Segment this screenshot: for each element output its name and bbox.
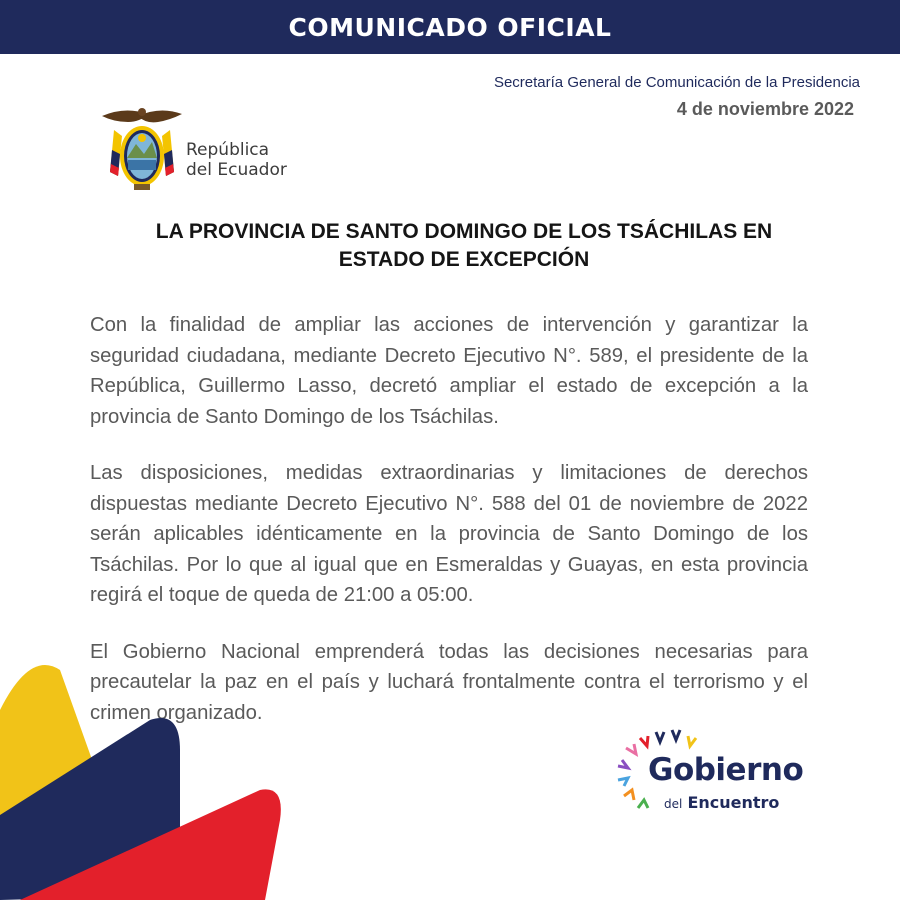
headline-line-2: ESTADO DE EXCEPCIÓN <box>338 248 590 271</box>
paragraph-2: Las disposiciones, medidas extraordinarias y limitaciones de derechos dispuestas mediante Decreto Ejecutivo N°. 588 del 01 de noviembre de 2022 serán aplicables idénticamente en la provincia de Santo Domingo de los Tsáchilas. Por lo que al igual que en Esmeraldas y Guayas, en esta provincia regirá el toque de queda de 21:00 a 05:00. <box>90 462 808 606</box>
gobierno-wordmark: Gobierno <box>648 752 804 788</box>
headline <box>60 218 868 274</box>
decorative-ribbons <box>0 640 310 900</box>
encuentro-wordmark <box>664 793 779 812</box>
date-text: 4 de noviembre 2022 <box>676 99 854 119</box>
headline-line-1: LA PROVINCIA DE SANTO DOMINGO DE LOS TSÁCHILAS EN <box>155 220 773 243</box>
paragraph-3: El Gobierno Nacional emprenderá todas las decisiones necesarias para precautelar la paz en el país y luchará frontalmente contra el terrorismo y el crimen organizado. <box>90 640 808 724</box>
header-bar <box>0 0 900 54</box>
paragraph-1: Con la finalidad de ampliar las acciones de intervención y garantizar la seguridad ciudadana, mediante Decreto Ejecutivo N°. 589, el presidente de la República, Guillermo Lasso, decretó ampliar el estado de excepción a la provincia de Santo Domingo de los Tsáchilas. <box>90 314 808 428</box>
encuentro-small: del <box>664 797 683 811</box>
logo-line-1: República <box>186 140 270 160</box>
logo-line-2: del Ecuador <box>186 160 287 180</box>
encuentro-bold: Encuentro <box>687 793 780 812</box>
header-title: COMUNICADO OFICIAL <box>288 12 612 42</box>
issuer-text: Secretaría General de Comunicación de la Presidencia <box>493 74 860 91</box>
logo-text <box>186 140 287 180</box>
